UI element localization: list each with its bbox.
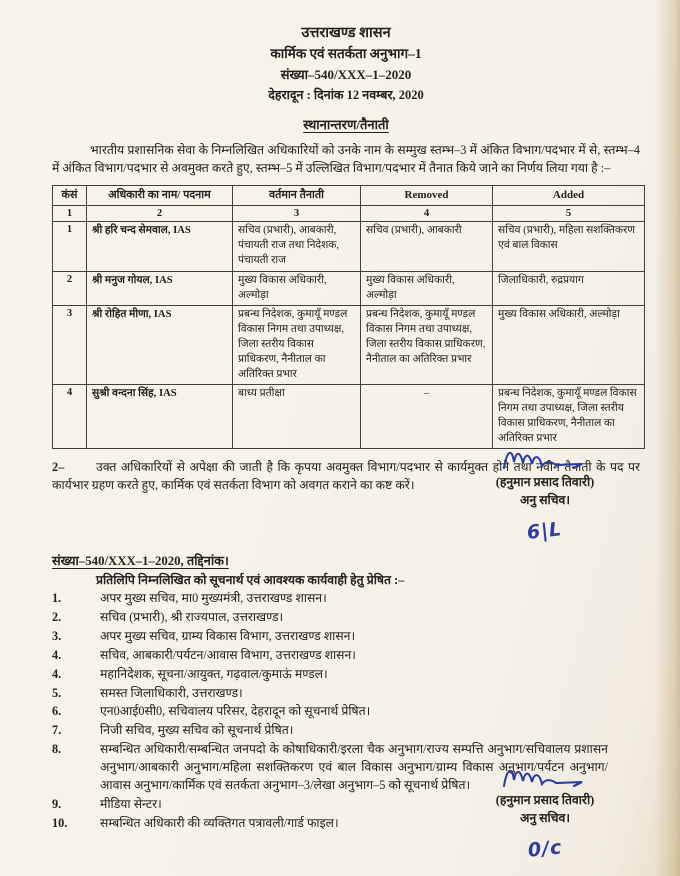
item-text: समस्त जिलाधिकारी, उत्तराखण्ड। [100,685,243,700]
item-text: अपर मुख्य सचिव, ग्राम्य विकास विभाग, उत्तराखण्ड शासन। [100,628,356,643]
row-serial: 3 [53,305,87,384]
added-posting: जिलाधिकारी, रुद्रप्रयाग [493,271,645,305]
col-header-added: Added [493,185,645,206]
item-text: मीडिया सेन्टर। [100,797,162,812]
item-number: 4. [52,666,62,681]
list-item [52,703,608,721]
item-text: सचिव, आबकारी/पर्यटन/आवास विभाग, उत्तराखण्ड शासन। [100,647,356,662]
department-name: कार्मिक एवं सतर्कता अनुभाग–1 [270,46,422,62]
letterhead [52,22,640,105]
table-row [53,222,645,271]
item-number: 3. [52,628,62,643]
col-header-removed: Removed [361,185,493,206]
item-text: निजी सचिव, मुख्य सचिव को सूचनार्थ प्रेषित। [100,723,294,738]
item-text: सम्बन्धित अधिकारी/सम्बन्धित जनपदो के कोषाधिकारी/इरला चैक अनुभाग/राज्य सम्पत्ति अनुभाग/सचिवालय प्रशासन अनुभाग/आबकारी अनुभाग/महिला सशक्तिकरण एवं बाल विकास अनुभाग/ग्राम्य विकास अनुभाग/पर्यटन अनुभाग/आवास अनुभाग/कार्मिक एवं सतर्कता अनुभाग–3/लेखा अनुभाग–5 को सूचनार्थ प्रेषित। [100,742,608,793]
item-number: 1. [52,590,62,605]
officer-name: श्री रोहित मीणा, IAS [87,305,233,384]
copy-to-line: प्रतिलिपि निम्नलिखित को सूचनार्थ एवं आवश्यक कार्यवाही हेतु प्रेषित :– [96,572,405,587]
item-number: 4. [52,647,62,662]
col-number: 2 [87,206,233,222]
list-item [52,609,608,627]
item-number: 5. [52,685,62,700]
list-item [52,590,608,608]
removed-posting: – [361,384,493,448]
col-number: 1 [53,206,87,222]
letter-number: संख्या–540/XXX–1–2020 [280,67,412,83]
signatory-name: (हनुमान प्रसाद तिवारी) [495,793,595,807]
signature-block-lower [445,760,645,863]
item-text: अपर मुख्य सचिव, मा0 मुख्यमंत्री, उत्तराखण्ड शासन। [100,590,327,605]
handwritten-signature-icon [490,442,600,476]
col-number: 3 [233,206,361,222]
list-item [52,628,608,646]
row-serial: 4 [53,384,87,448]
added-posting: सचिव (प्रभारी), महिला सशक्तिकरण एवं बाल विकास [493,222,645,271]
current-posting: बाध्य प्रतीक्षा [233,384,361,448]
paragraph-number: 2– [52,459,65,474]
table-row [53,271,645,305]
officer-name: श्री हरि चन्द सेमवाल, IAS [87,222,233,271]
item-number: 10. [52,816,68,831]
table-header-row [53,185,645,206]
list-item [52,647,608,665]
removed-posting: मुख्य विकास अधिकारी, अल्मोड़ा [361,271,493,305]
reference-line: संख्या–540/XXX–1–2020, तद्दिनांक। [52,553,229,568]
signatory-title: अनु सचिव। [519,810,571,825]
list-item [52,722,608,740]
removed-posting: सचिव (प्रभारी), आबकारी [361,222,493,271]
handwritten-initials: 6|L [526,517,564,544]
list-item [52,685,608,703]
item-text: सचिव (प्रभारी), श्री राज्यपाल, उत्तराखण्ड। [100,609,284,624]
handwritten-initials: 0/c [526,835,564,862]
current-posting: मुख्य विकास अधिकारी, अल्मोड़ा [233,271,361,305]
added-posting: प्रबन्ध निदेशक, कुमायूँ मण्डल विकास निगम तथा उपाध्यक्ष, जिला स्तरीय विकास प्राधिकरण, नैनीताल का अतिरिक्त प्रभार [493,384,645,448]
place-and-date: देहरादून : दिनांक 12 नवम्बर, 2020 [268,87,424,102]
col-number: 4 [361,206,493,222]
removed-posting: प्रबन्ध निदेशक, कुमायूँ मण्डल विकास निगम तथा उपाध्यक्ष, जिला स्तरीय विकास प्राधिकरण, नैनीताल का अतिरिक्त प्रभार [361,305,493,384]
row-serial: 2 [53,271,87,305]
row-serial: 1 [53,222,87,271]
item-text: सम्बन्धित अधिकारी की व्यक्तिगत पत्रावली/गार्ड फाइल। [100,816,339,831]
table-row [53,305,645,384]
col-header-serial: कंसं [53,185,87,206]
col-header-current-posting: वर्तमान तैनाती [233,185,361,206]
item-number: 9. [52,797,62,812]
handwritten-signature-icon [490,760,600,794]
current-posting: सचिव (प्रभारी), आबकारी, पंचायती राज तथा निदेशक, पंचायती राज [233,222,361,271]
col-number: 5 [493,206,645,222]
column-number-row [53,206,645,222]
item-text: महानिदेशक, सूचना/आयुक्त, गढ़वाल/कुमाऊं मण्डल। [100,666,328,681]
transfer-table [52,185,645,449]
signature-block-upper [445,442,645,545]
current-posting: प्रबन्ध निदेशक, कुमायूँ मण्डल विकास निगम तथा उपाध्यक्ष, जिला स्तरीय विकास प्राधिकरण, नैनीताल का अतिरिक्त प्रभार [233,305,361,384]
table-row [53,384,645,448]
signatory-name: (हनुमान प्रसाद तिवारी) [495,475,595,489]
subject-heading: स्थानान्तरण/तैनाती [303,116,389,132]
item-number: 7. [52,723,62,738]
officer-name: श्री मनुज गोयल, IAS [87,271,233,305]
added-posting: मुख्य विकास अधिकारी, अल्मोड़ा [493,305,645,384]
col-header-officer-name: अधिकारी का नाम/ पदनाम [87,185,233,206]
item-number: 6. [52,704,62,719]
list-item [52,666,608,684]
government-name: उत्तराखण्ड शासन [301,25,391,41]
item-text: एन0आई0सी0, सचिवालय परिसर, देहरादून को सूचनार्थ प्रेषित। [100,704,371,719]
signatory-title: अनु सचिव। [519,492,571,507]
officer-name: सुश्री वन्दना सिंह, IAS [87,384,233,448]
closing-paragraph-text: उक्त अधिकारियों से अपेक्षा की जाती है कि कृपया अवमुक्त विभाग/पदभार से कार्यमुक्त होने तथा नवीन तैनाती के पद पर कार्यभार ग्रहण करते हुए, कार्मिक एवं सतर्कता विभाग को अवगत कराने का कष्ट करें। [52,459,640,493]
item-number: 8. [52,742,62,757]
opening-paragraph: भारतीय प्रशासनिक सेवा के निम्नलिखित अधिकारियों को उनके नाम के सम्मुख स्तम्भ–3 में अंकित विभाग/पदभार में से, स्तम्भ–4 में अंकित विभाग/पदभार से अवमुक्त करते हुए, स्तम्भ–5 में उल्लिखित विभाग/पदभार में तैनात किये जाने का निर्णय लिया गया है :– [52,142,640,176]
item-number: 2. [52,609,62,624]
